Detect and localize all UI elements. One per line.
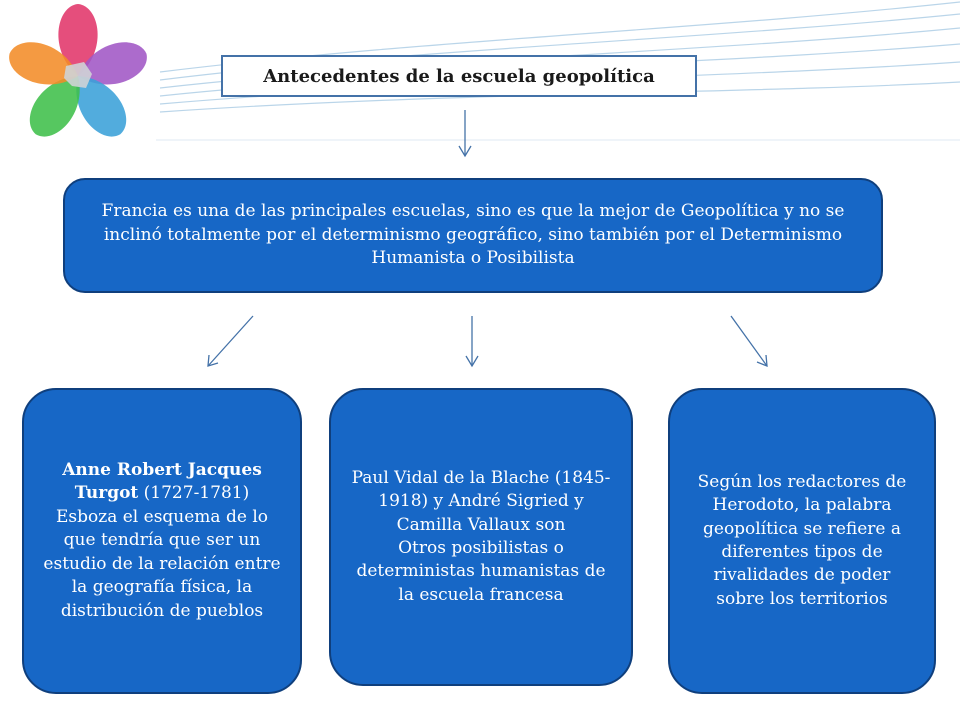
vidal-line2: Otros posibilistas o deterministas humanistas de la escuela francesa [356, 538, 606, 605]
logo [0, 0, 156, 150]
vidal-content [349, 467, 613, 608]
vidal-box [329, 388, 633, 686]
main-concept-box [63, 178, 883, 293]
turgot-content [42, 459, 282, 623]
turgot-years: (1727-1781) [138, 483, 250, 504]
turgot-text: Esboza el esquema de lo que tendría que ser un estudio de la relación entre la geografía física, la distribución de pueblos [43, 506, 281, 621]
vidal-line1: Paul Vidal de la Blache (1845-1918) y André Sigried y Camilla Vallaux son [351, 467, 611, 535]
logo-flower-icon [0, 0, 156, 150]
herodoto-text: Según los redactores de Herodoto, la palabra geopolítica se refiere a diferentes tipos de rivalidades de poder sobre los territorios [697, 471, 907, 609]
diagram-title: Antecedentes de la escuela geopolítica [221, 55, 697, 97]
main-concept-text: Francia es una de las principales escuelas, sino es que la mejor de Geopolítica y no se inclinó totalmente por el determinismo geográfico, sino también por el Determinismo Humanista o Posibilista [101, 201, 845, 269]
herodoto-box [668, 388, 936, 694]
turgot-name: Anne Robert Jacques Turgot [62, 459, 262, 504]
turgot-box [22, 388, 302, 694]
